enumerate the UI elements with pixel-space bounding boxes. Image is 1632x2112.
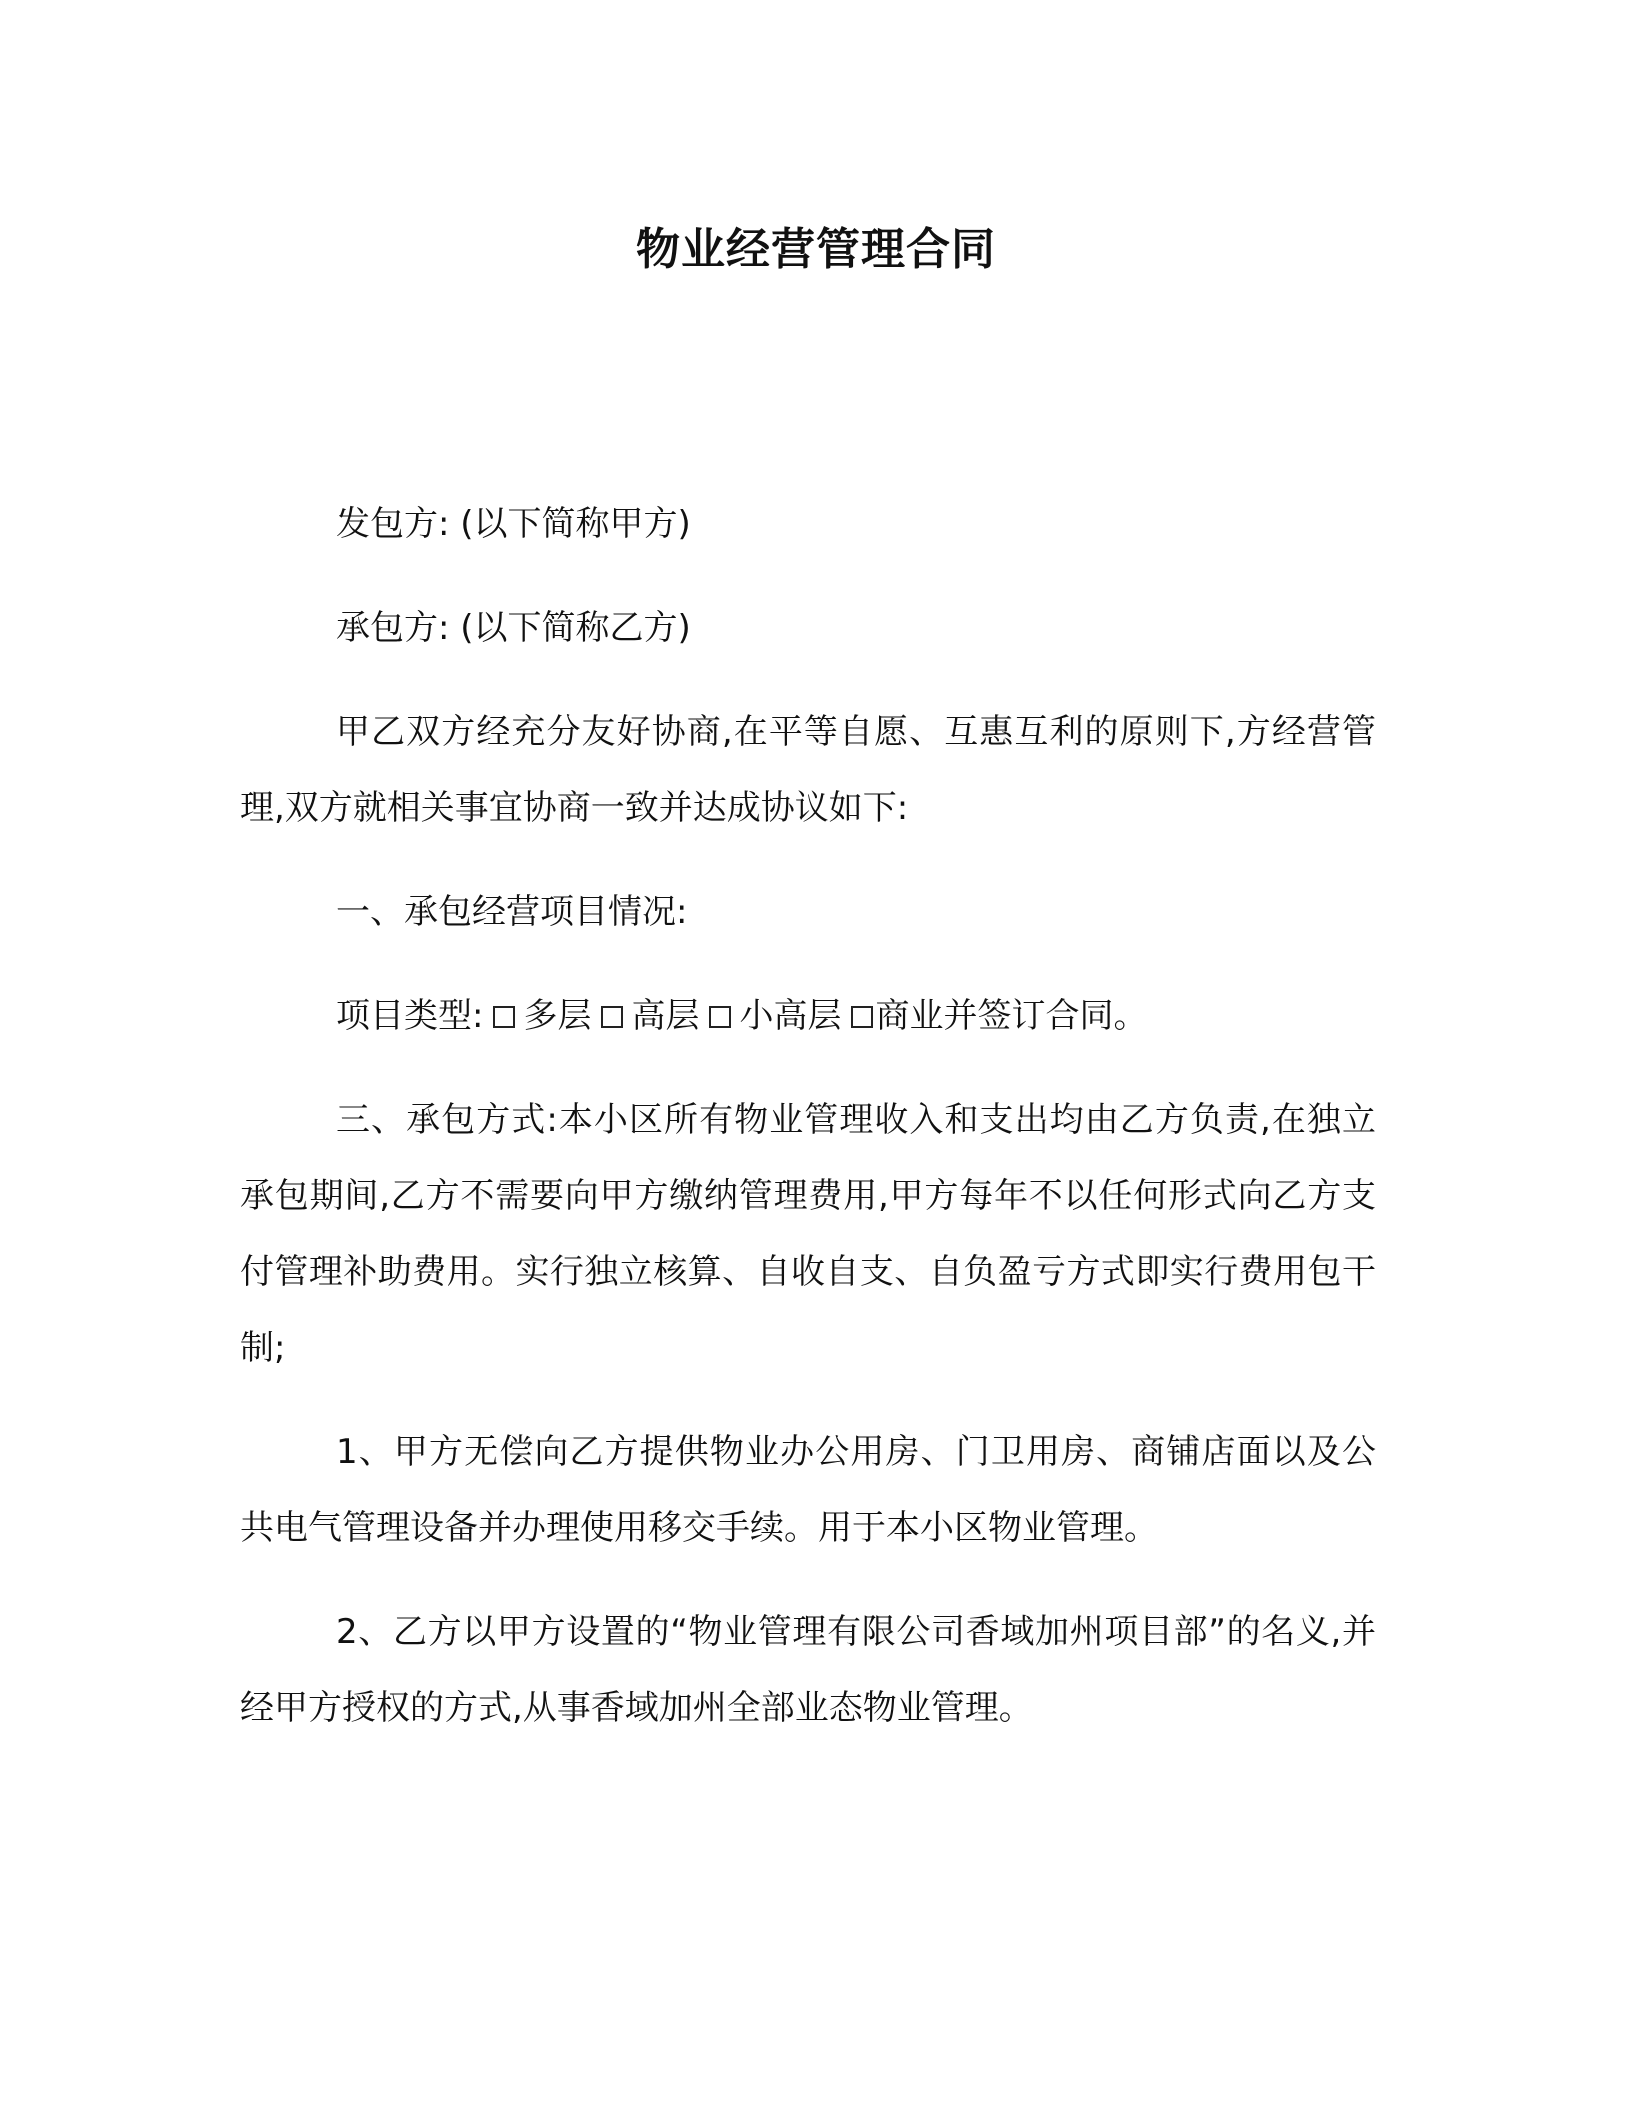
project-type-label: 项目类型: [336, 996, 484, 1036]
document-title: 物业经营管理合同 [636, 224, 996, 275]
document-body [240, 486, 1376, 1774]
clause-1-paragraph: 1、甲方无偿向乙方提供物业办公用房、门卫用房、商铺店面以及公共电气管理设备并办理使用移交手续。用于本小区物业管理。 [240, 1432, 1376, 1548]
checkbox-mid-high-rise[interactable] [709, 1006, 731, 1028]
checkbox-commercial[interactable] [851, 1006, 873, 1028]
checkbox-multi-storey[interactable] [493, 1006, 515, 1028]
section-3-paragraph: 三、承包方式:本小区所有物业管理收入和支出均由乙方负责,在独立承包期间,乙方不需要向甲方缴纳管理费用,甲方每年不以任何形式向乙方支付管理补助费用。实行独立核算、自收自支、自负盈亏方式即实行费用包干制; [240, 1100, 1376, 1368]
option-commercial: 商业并签订合同。 [875, 996, 1148, 1036]
option-mid-high-rise: 小高层 [739, 996, 842, 1036]
checkbox-high-rise[interactable] [601, 1006, 623, 1028]
project-type-line [240, 978, 1376, 1054]
party-b-line: 承包方: (以下简称乙方) [336, 608, 691, 648]
option-high-rise: 高层 [631, 996, 700, 1036]
option-multi-storey: 多层 [523, 996, 592, 1036]
party-a-line: 发包方: (以下简称甲方) [336, 504, 691, 544]
preamble-paragraph: 甲乙双方经充分友好协商,在平等自愿、互惠互利的原则下,方经营管理,双方就相关事宜协商一致并达成协议如下: [240, 712, 1376, 828]
section-1-heading: 一、承包经营项目情况: [336, 892, 688, 932]
clause-2-paragraph: 2、乙方以甲方设置的“物业管理有限公司香域加州项目部”的名义,并经甲方授权的方式,从事香域加州全部业态物业管理。 [240, 1612, 1376, 1728]
